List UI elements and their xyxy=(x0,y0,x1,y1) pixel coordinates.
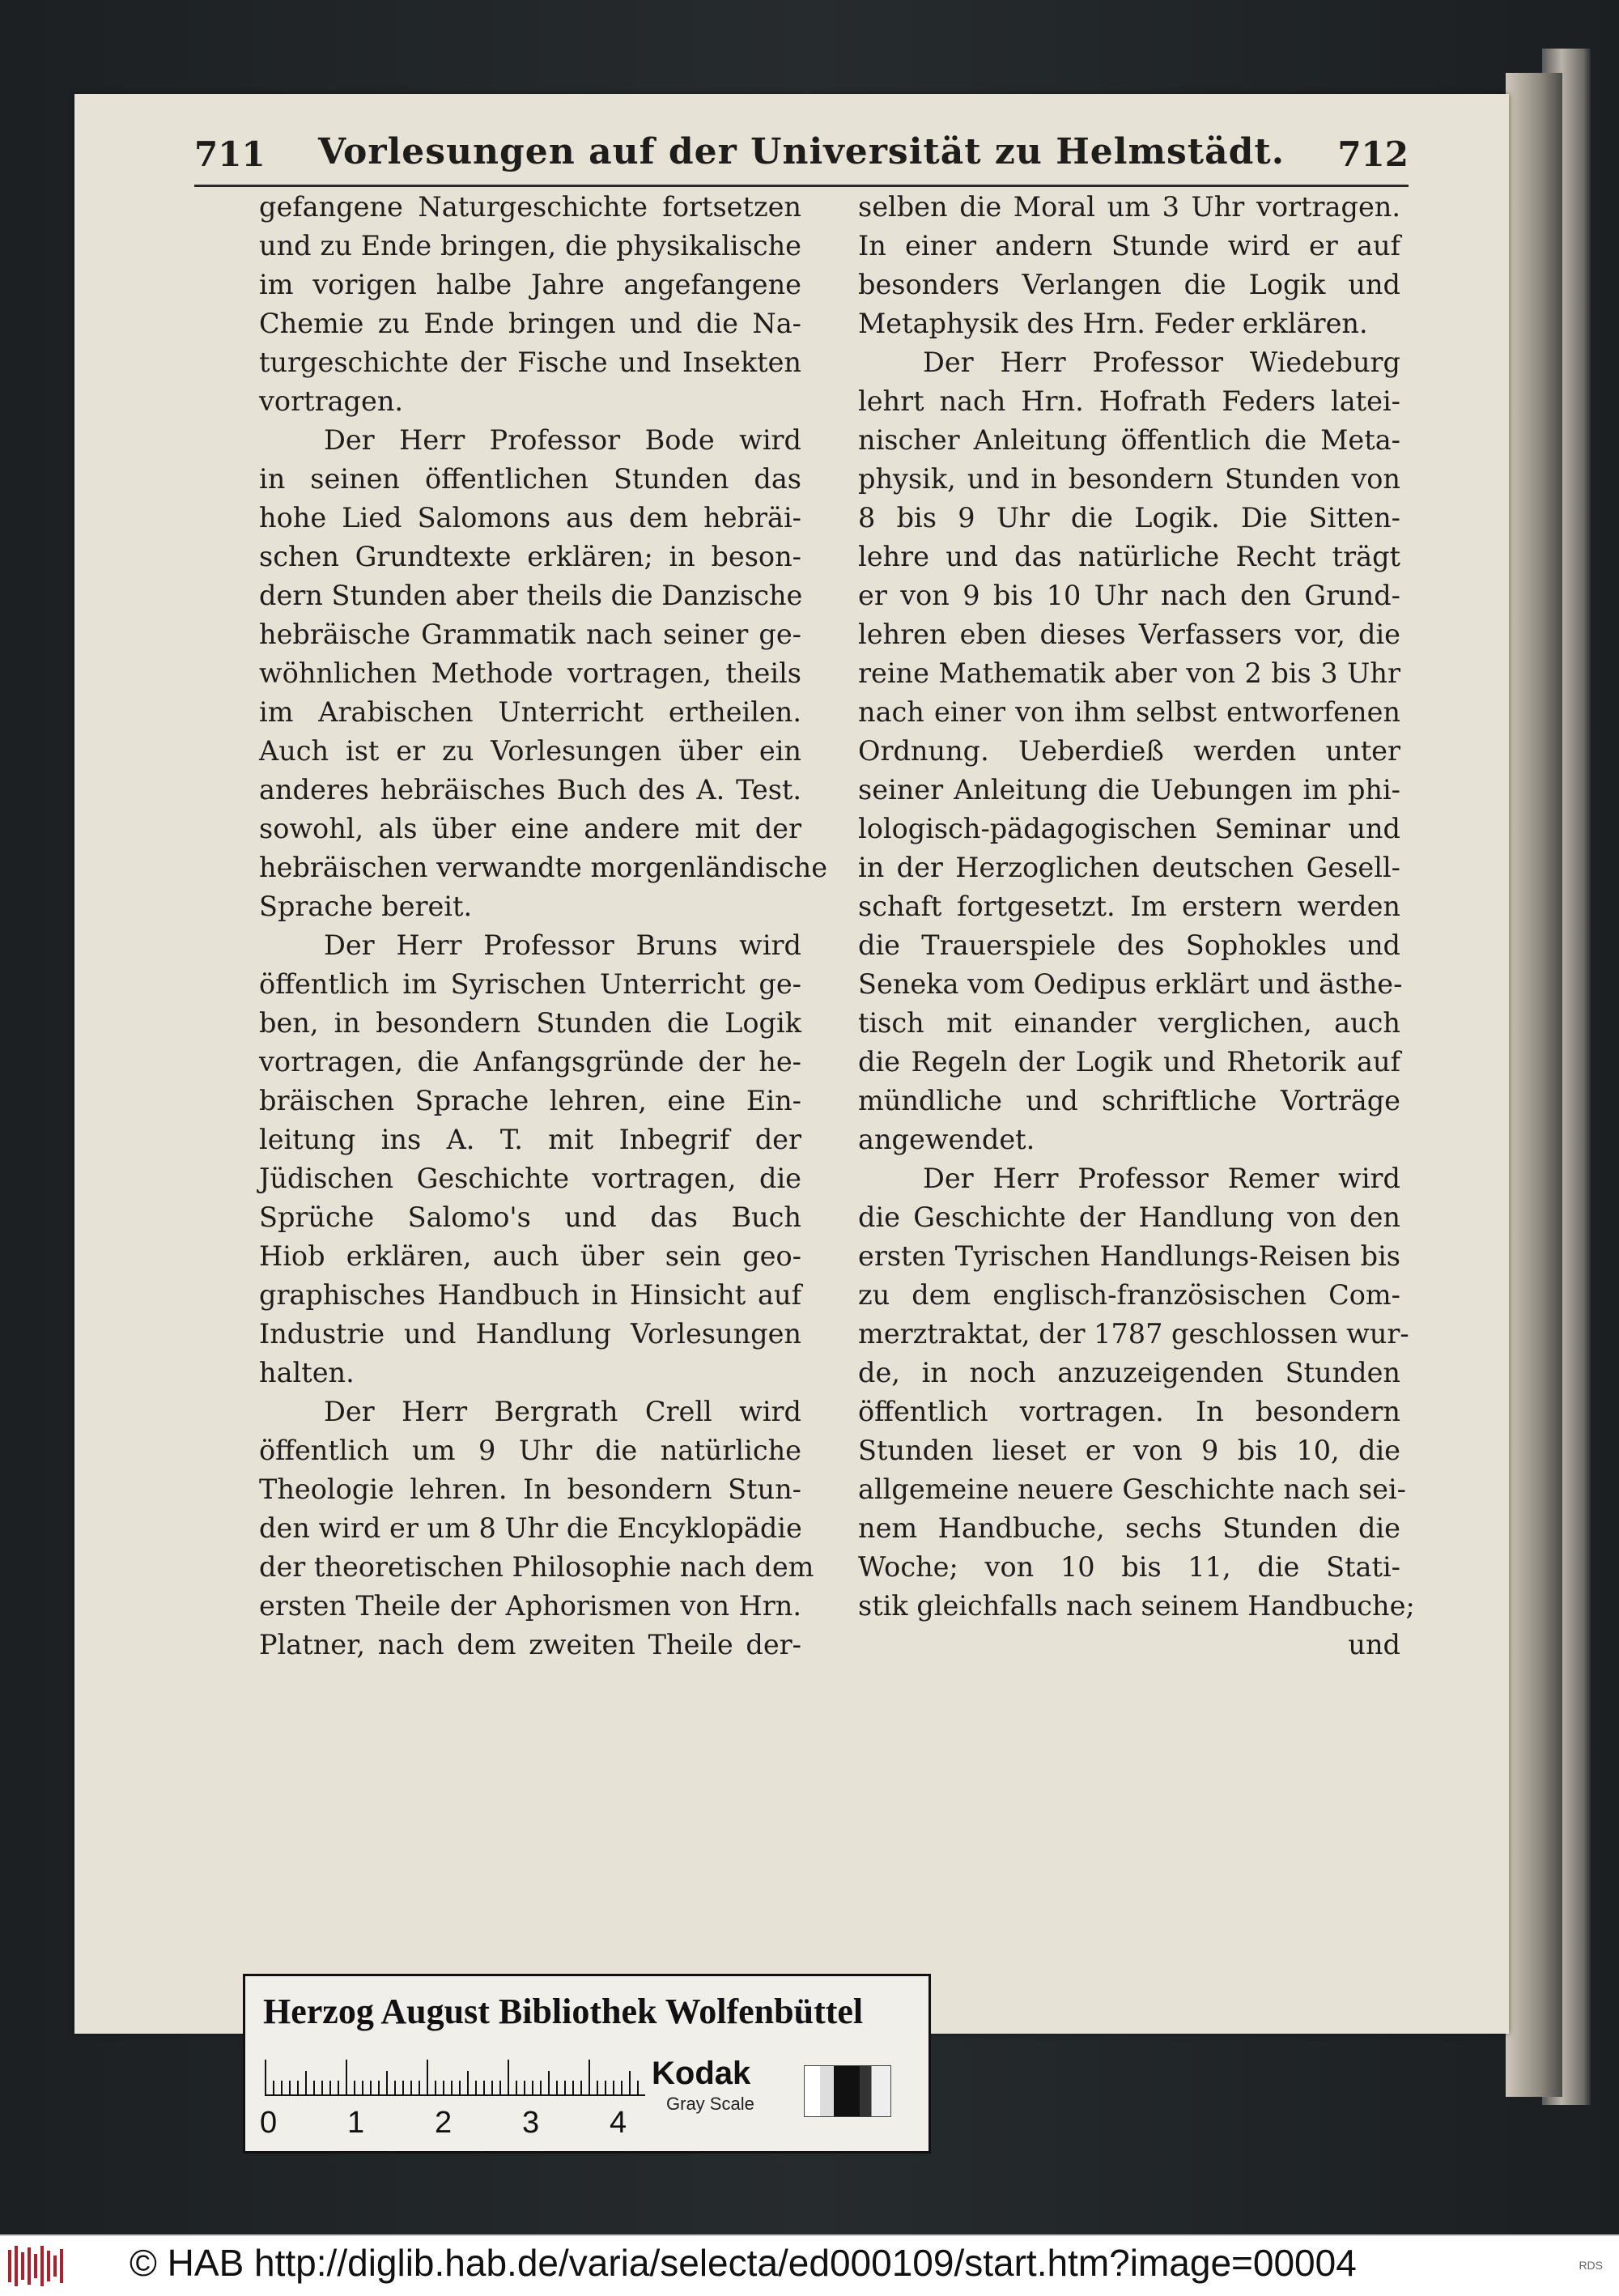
text-line: dern Stunden aber theils die Danzische xyxy=(259,580,803,611)
text-line: in seinen öffentlichen Stunden das xyxy=(259,463,801,495)
text-line: tisch mit einander verglichen, auch xyxy=(858,1007,1400,1039)
text-line: Chemie zu Ende bringen und die Na- xyxy=(259,308,801,339)
text-line: die Trauerspiele des Sophokles und xyxy=(858,929,1400,961)
text-line: nem Handbuche, sechs Stunden die xyxy=(858,1512,1400,1544)
gray-swatches xyxy=(804,2065,891,2117)
text-line: merztraktat, der 1787 geschlossen wur- xyxy=(858,1318,1409,1350)
text-line: Stunden lieset er von 9 bis 10, die xyxy=(858,1435,1400,1466)
text-line: er von 9 bis 10 Uhr nach den Grund- xyxy=(858,580,1400,611)
text-line: und xyxy=(1348,1629,1400,1660)
text-line: In einer andern Stunde wird er auf xyxy=(858,230,1400,261)
copyright-url[interactable]: © HAB http://diglib.hab.de/varia/selecta/ed000109/start.htm?image=00004 xyxy=(130,2242,1357,2284)
text-line: der theoretischen Philosophie nach dem xyxy=(259,1551,814,1583)
text-line: Seneka vom Oedipus erklärt und ästhe- xyxy=(858,968,1403,1000)
text-line: besonders Verlangen die Logik und xyxy=(858,269,1400,300)
scale-number: 4 xyxy=(610,2106,627,2140)
text-line: lehre und das natürliche Recht trägt xyxy=(858,541,1400,572)
page-number-left: 711 xyxy=(194,134,266,174)
text-line: de, in noch anzuzeigenden Stunden xyxy=(858,1357,1400,1388)
text-line: Jüdischen Geschichte vortragen, die xyxy=(259,1163,801,1194)
text-line: selben die Moral um 3 Uhr vortragen. xyxy=(858,191,1400,223)
text-line: nach einer von ihm selbst entworfenen xyxy=(858,696,1400,728)
text-line: den wird er um 8 Uhr die Encyklopädie xyxy=(259,1512,802,1544)
text-line: Der Herr Professor Bruns wird xyxy=(324,929,801,961)
text-line: die Regeln der Logik und Rhetorik auf xyxy=(858,1046,1400,1078)
text-line: in der Herzoglichen deutschen Gesell- xyxy=(858,852,1400,883)
library-name: Herzog August Bibliothek Wolfenbüttel xyxy=(263,1992,864,2031)
running-title: Vorlesungen auf der Universität zu Helmstädt. xyxy=(317,131,1285,172)
hab-barcode-logo-icon xyxy=(8,2246,65,2286)
text-line: Metaphysik des Hrn. Feder erklären. xyxy=(858,308,1368,339)
page-number-right: 712 xyxy=(1337,134,1409,174)
text-line: Der Herr Bergrath Crell wird xyxy=(324,1396,801,1427)
text-line: reine Mathematik aber von 2 bis 3 Uhr xyxy=(858,657,1400,689)
text-line: Platner, nach dem zweiten Theile der- xyxy=(259,1629,801,1660)
text-line: leitung ins A. T. mit Inbegrif der xyxy=(259,1124,801,1155)
text-line: Auch ist er zu Vorlesungen über ein xyxy=(259,735,801,767)
text-line: Ordnung. Ueberdieß werden unter xyxy=(858,735,1400,767)
text-line: im vorigen halbe Jahre angefangene xyxy=(259,269,801,300)
text-line: bräischen Sprache lehren, eine Ein- xyxy=(259,1085,801,1116)
text-line: stik gleichfalls nach seinem Handbuche; xyxy=(858,1590,1415,1622)
text-line: turgeschichte der Fische und Insekten xyxy=(259,347,801,378)
footer-bar xyxy=(0,2234,1619,2296)
scale-number: 2 xyxy=(435,2106,453,2140)
text-line: vortragen. xyxy=(259,385,404,417)
color-calibration-bar xyxy=(243,1974,931,2154)
text-line: wöhnlichen Methode vortragen, theils xyxy=(259,657,801,689)
text-line: Theologie lehren. In besondern Stun- xyxy=(259,1473,801,1505)
text-line: und zu Ende bringen, die physikalische xyxy=(259,230,801,261)
text-line: angewendet. xyxy=(858,1124,1035,1155)
text-line: hohe Lied Salomons aus dem hebräi- xyxy=(259,502,801,534)
text-line: ersten Tyrischen Handlungs-Reisen bis xyxy=(858,1240,1400,1272)
scale-number: 0 xyxy=(260,2106,278,2140)
text-line: graphisches Handbuch in Hinsicht auf xyxy=(259,1279,801,1311)
text-line: nischer Anleitung öffentlich die Meta- xyxy=(858,424,1400,456)
kodak-brand: Kodak xyxy=(652,2056,751,2091)
text-line: zu dem englisch-französischen Com- xyxy=(858,1279,1400,1311)
text-line: gefangene Naturgeschichte fortsetzen xyxy=(259,191,801,223)
text-line: öffentlich um 9 Uhr die natürliche xyxy=(259,1435,801,1466)
text-line: Woche; von 10 bis 11, die Stati- xyxy=(858,1551,1400,1583)
text-column-left xyxy=(259,188,828,1665)
text-line: Der Herr Professor Remer wird xyxy=(923,1163,1400,1194)
text-line: hebräische Grammatik nach seiner ge- xyxy=(259,619,801,650)
text-line: Sprüche Salomo's und das Buch xyxy=(259,1201,801,1233)
text-line: ersten Theile der Aphorismen von Hrn. xyxy=(259,1590,801,1622)
text-line: Sprache bereit. xyxy=(259,891,473,922)
header-rule xyxy=(194,185,1409,187)
text-line: sowohl, als über eine andere mit der xyxy=(259,813,801,844)
text-line: lehren eben dieses Verfassers vor, die xyxy=(858,619,1400,650)
text-line: lehrt nach Hrn. Hofrath Feders latei- xyxy=(858,385,1400,417)
text-line: allgemeine neuere Geschichte nach sei- xyxy=(858,1473,1407,1505)
footer-mark: RDS xyxy=(1579,2259,1603,2272)
text-line: öffentlich vortragen. In besondern xyxy=(858,1396,1400,1427)
text-line: mündliche und schriftliche Vorträge xyxy=(858,1085,1400,1116)
ruler-scale xyxy=(265,2057,645,2096)
page-header xyxy=(194,128,1409,193)
text-line: ben, in besondern Stunden die Logik xyxy=(259,1007,801,1039)
text-line: schaft fortgesetzt. Im erstern werden xyxy=(858,891,1400,922)
scale-number: 3 xyxy=(522,2106,540,2140)
gray-scale-label: Gray Scale xyxy=(666,2094,754,2114)
text-line: 8 bis 9 Uhr die Logik. Die Sitten- xyxy=(858,502,1400,534)
text-line: anderes hebräisches Buch des A. Test. xyxy=(259,774,801,806)
text-line: halten. xyxy=(259,1357,355,1388)
text-line: hebräischen verwandte morgenländische xyxy=(259,852,828,883)
text-line: im Arabischen Unterricht ertheilen. xyxy=(259,696,801,728)
text-line: physik, und in besondern Stunden von xyxy=(858,463,1400,495)
scale-number: 1 xyxy=(347,2106,365,2140)
text-line: öffentlich im Syrischen Unterricht ge- xyxy=(259,968,801,1000)
text-line: die Geschichte der Handlung von den xyxy=(858,1201,1400,1233)
text-line: lologisch-pädagogischen Seminar und xyxy=(858,813,1400,844)
text-line: Der Herr Professor Wiedeburg xyxy=(923,347,1400,378)
text-column-right xyxy=(858,188,1415,1665)
text-line: vortragen, die Anfangsgründe der he- xyxy=(259,1046,801,1078)
text-line: seiner Anleitung die Uebungen im phi- xyxy=(858,774,1400,806)
text-line: schen Grundtexte erklären; in beson- xyxy=(259,541,801,572)
text-line: Der Herr Professor Bode wird xyxy=(324,424,801,456)
text-line: Hiob erklären, auch über sein geo- xyxy=(259,1240,801,1272)
text-line: Industrie und Handlung Vorlesungen xyxy=(259,1318,801,1350)
book-fore-edge xyxy=(1506,73,1562,2097)
